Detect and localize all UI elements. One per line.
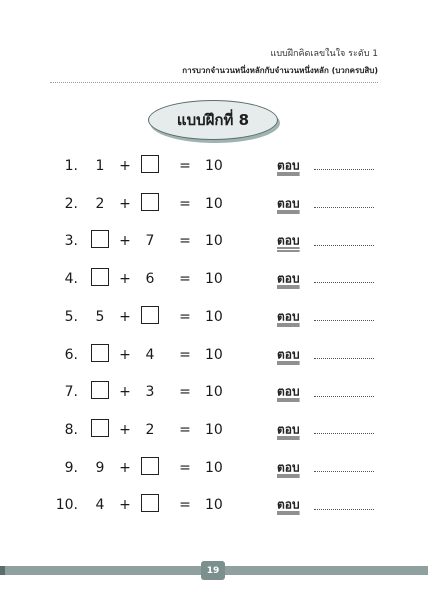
plus-sign: + — [119, 195, 131, 212]
empty-box[interactable] — [141, 457, 159, 475]
answer-line[interactable] — [314, 245, 374, 246]
empty-box[interactable] — [91, 344, 109, 362]
exercise-row — [0, 417, 428, 443]
exercise-row — [0, 342, 428, 368]
operand: 4 — [145, 346, 155, 363]
plus-sign: + — [119, 233, 131, 250]
answer-label: ตอบ — [277, 422, 300, 437]
operand: 9 — [95, 459, 105, 476]
plus-sign: + — [119, 308, 131, 325]
equals-sign: = — [179, 346, 191, 363]
answer-line[interactable] — [314, 396, 374, 397]
operand: 6 — [145, 271, 155, 288]
empty-box[interactable] — [141, 155, 159, 173]
answer-label: ตอบ — [277, 497, 300, 512]
answer-box[interactable] — [139, 155, 161, 177]
equals-sign: = — [179, 233, 191, 250]
answer-line[interactable] — [314, 282, 374, 283]
operand: 7 — [145, 233, 155, 250]
exercise-number: 3. — [64, 233, 78, 250]
answer-label: ตอบ — [277, 309, 300, 324]
sum-result: 10 — [205, 497, 223, 514]
plus-sign: + — [119, 384, 131, 401]
exercise-number: 5. — [64, 308, 78, 325]
plus-sign: + — [119, 497, 131, 514]
answer-box[interactable] — [89, 381, 111, 403]
plus-sign: + — [119, 459, 131, 476]
header-topic-title: การบวกจำนวนหนึ่งหลักกับจำนวนหนึ่งหลัก (บวกครบสิบ) — [182, 66, 378, 75]
equals-sign: = — [179, 497, 191, 514]
empty-box[interactable] — [141, 193, 159, 211]
answer-box[interactable] — [139, 306, 161, 328]
plus-sign: + — [119, 158, 131, 174]
empty-box[interactable] — [91, 381, 109, 399]
equals-sign: = — [179, 459, 191, 476]
sum-result: 10 — [205, 346, 223, 363]
exercise-number: 9. — [64, 459, 78, 476]
exercise-number: 6. — [64, 346, 78, 363]
exercise-number: 7. — [64, 384, 78, 401]
operand: 2 — [95, 195, 105, 212]
sum-result: 10 — [205, 158, 223, 174]
exercise-row — [0, 492, 428, 518]
answer-box[interactable] — [89, 268, 111, 290]
sum-result: 10 — [205, 195, 223, 212]
plus-sign: + — [119, 346, 131, 363]
exercise-row — [0, 228, 428, 254]
exercise-number: 8. — [64, 421, 78, 438]
answer-line[interactable] — [314, 207, 374, 208]
page-number-badge — [201, 561, 225, 580]
exercise-title-badge — [148, 100, 278, 140]
answer-label: ตอบ — [277, 233, 300, 248]
answer-box[interactable] — [89, 419, 111, 441]
equals-sign: = — [179, 421, 191, 438]
header-series-title: แบบฝึกคิดเลขในใจ ระดับ 1 — [270, 49, 378, 59]
answer-line[interactable] — [314, 471, 374, 472]
empty-box[interactable] — [141, 306, 159, 324]
equals-sign: = — [179, 308, 191, 325]
answer-line[interactable] — [314, 169, 374, 170]
answer-box[interactable] — [139, 457, 161, 479]
operand: 4 — [95, 497, 105, 514]
answer-line[interactable] — [314, 358, 374, 359]
page-number: 19 — [206, 565, 220, 576]
header-dotted-rule — [50, 82, 378, 83]
operand: 5 — [95, 308, 105, 325]
footer-left-tab — [0, 566, 5, 575]
answer-label: ตอบ — [277, 460, 300, 475]
answer-box[interactable] — [139, 494, 161, 516]
answer-label: ตอบ — [277, 384, 300, 399]
answer-label: ตอบ — [277, 196, 300, 211]
exercise-number: 1. — [64, 158, 78, 174]
sum-result: 10 — [205, 271, 223, 288]
plus-sign: + — [119, 271, 131, 288]
answer-line[interactable] — [314, 433, 374, 434]
exercise-number: 4. — [64, 271, 78, 288]
operand: 3 — [145, 384, 155, 401]
exercise-row — [0, 266, 428, 292]
empty-box[interactable] — [91, 230, 109, 248]
exercise-title: แบบฝึกที่ 8 — [176, 111, 250, 129]
empty-box[interactable] — [141, 494, 159, 512]
exercise-row — [0, 191, 428, 217]
equals-sign: = — [179, 271, 191, 288]
operand: 1 — [95, 158, 105, 174]
answer-box[interactable] — [89, 230, 111, 252]
answer-label: ตอบ — [277, 347, 300, 361]
exercise-row — [0, 304, 428, 330]
answer-label: ตอบ — [277, 158, 300, 173]
equals-sign: = — [179, 195, 191, 212]
exercise-row — [0, 153, 428, 179]
operand: 2 — [145, 421, 155, 438]
exercise-row — [0, 379, 428, 405]
sum-result: 10 — [205, 421, 223, 438]
answer-label: ตอบ — [277, 271, 300, 286]
exercise-number: 10. — [55, 497, 78, 514]
equals-sign: = — [179, 158, 191, 174]
answer-box[interactable] — [89, 344, 111, 366]
sum-result: 10 — [205, 233, 223, 250]
plus-sign: + — [119, 421, 131, 438]
sum-result: 10 — [205, 459, 223, 476]
empty-box[interactable] — [91, 268, 109, 286]
exercise-row — [0, 455, 428, 481]
answer-line[interactable] — [314, 509, 374, 510]
answer-line[interactable] — [314, 320, 374, 321]
sum-result: 10 — [205, 308, 223, 325]
sum-result: 10 — [205, 384, 223, 401]
equals-sign: = — [179, 384, 191, 401]
empty-box[interactable] — [91, 419, 109, 437]
exercise-number: 2. — [64, 195, 78, 212]
answer-box[interactable] — [139, 193, 161, 215]
